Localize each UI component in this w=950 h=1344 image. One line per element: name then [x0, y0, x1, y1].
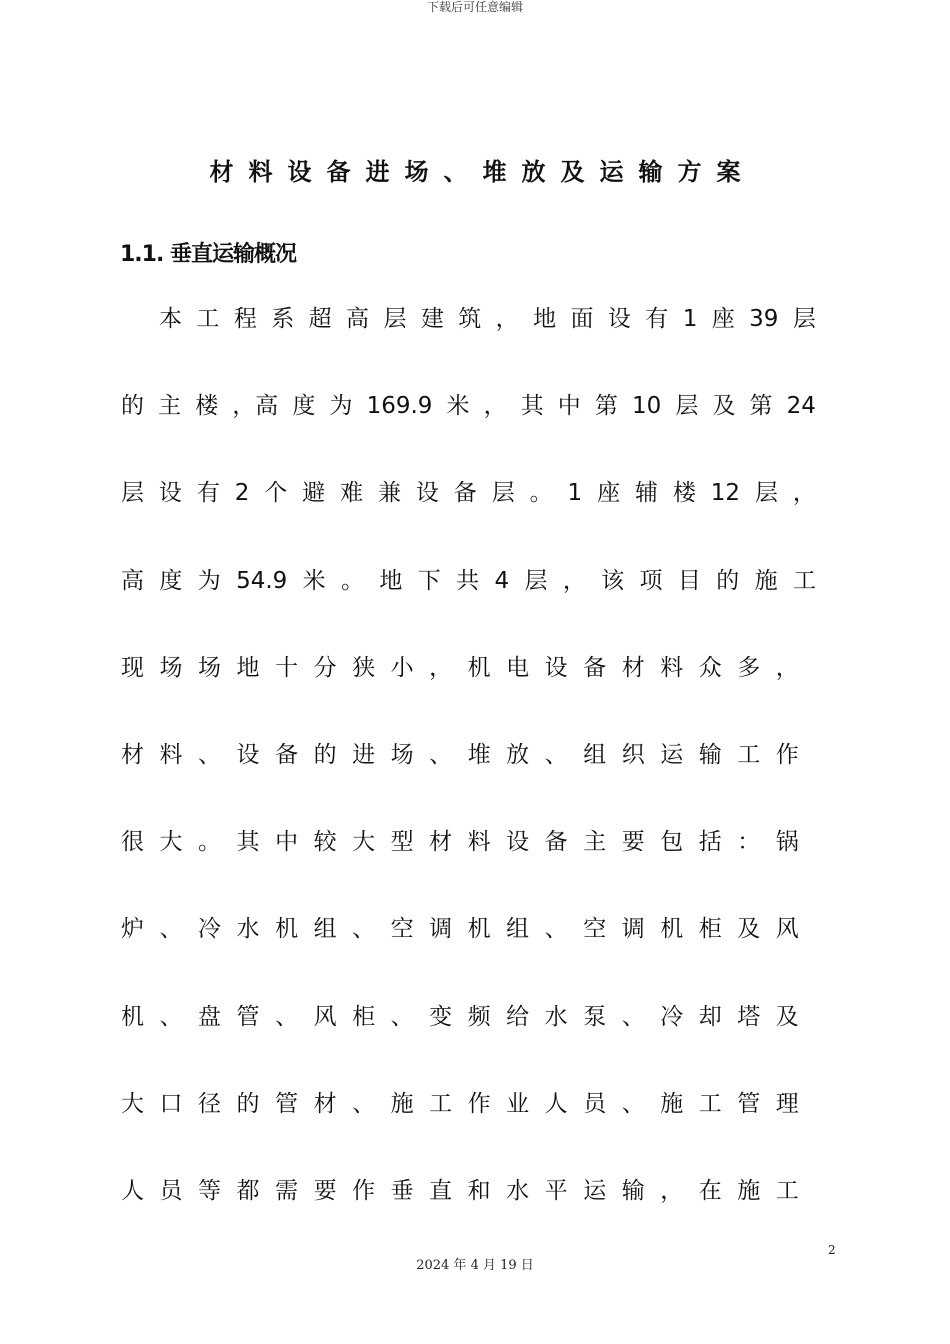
paragraph-line: 现 场 场 地 十 分 狭 小 ， 机 电 设 备 材 料 众 多 ， — [121, 655, 799, 681]
document-title: 材料设备进场、堆放及运输方案 — [209, 158, 756, 186]
footer-date: 2024 年 4 月 19 日 — [416, 1258, 534, 1273]
page-number: 2 — [828, 1243, 836, 1257]
paragraph-line: 本 工 程 系 超 高 层 建 筑 ， 地 面 设 有 1 座 39 层 — [159, 306, 816, 332]
paragraph-line: 很 大 。 其 中 较 大 型 材 料 设 备 主 要 包 括 ： 锅 — [121, 829, 799, 855]
paragraph-line: 材 料 、 设 备 的 进 场 、 堆 放 、 组 织 运 输 工 作 — [121, 742, 799, 768]
paragraph-line: 层 设 有 2 个 避 难 兼 设 备 层 。 1 座 辅 楼 12 层 ， — [121, 480, 816, 506]
header-note: 下载后可任意编辑 — [426, 0, 523, 14]
paragraph-line: 炉 、 冷 水 机 组 、 空 调 机 组 、 空 调 机 柜 及 风 — [121, 916, 799, 942]
paragraph-line: 的 主 楼 ，高 度 为 169.9 米 ， 其 中 第 10 层 及 第 24 — [121, 393, 816, 419]
paragraph-line: 人 员 等 都 需 要 作 垂 直 和 水 平 运 输 ， 在 施 工 — [121, 1178, 799, 1204]
section-heading: 1.1. 垂直运输概况 — [120, 242, 296, 267]
paragraph-line: 机 、 盘 管 、 风 柜 、 变 频 给 水 泵 、 冷 却 塔 及 — [121, 1004, 799, 1030]
paragraph-line: 大 口 径 的 管 材 、 施 工 作 业 人 员 、 施 工 管 理 — [121, 1091, 799, 1117]
paragraph-line: 高 度 为 54.9 米 。 地 下 共 4 层 ， 该 项 目 的 施 工 — [121, 568, 816, 594]
